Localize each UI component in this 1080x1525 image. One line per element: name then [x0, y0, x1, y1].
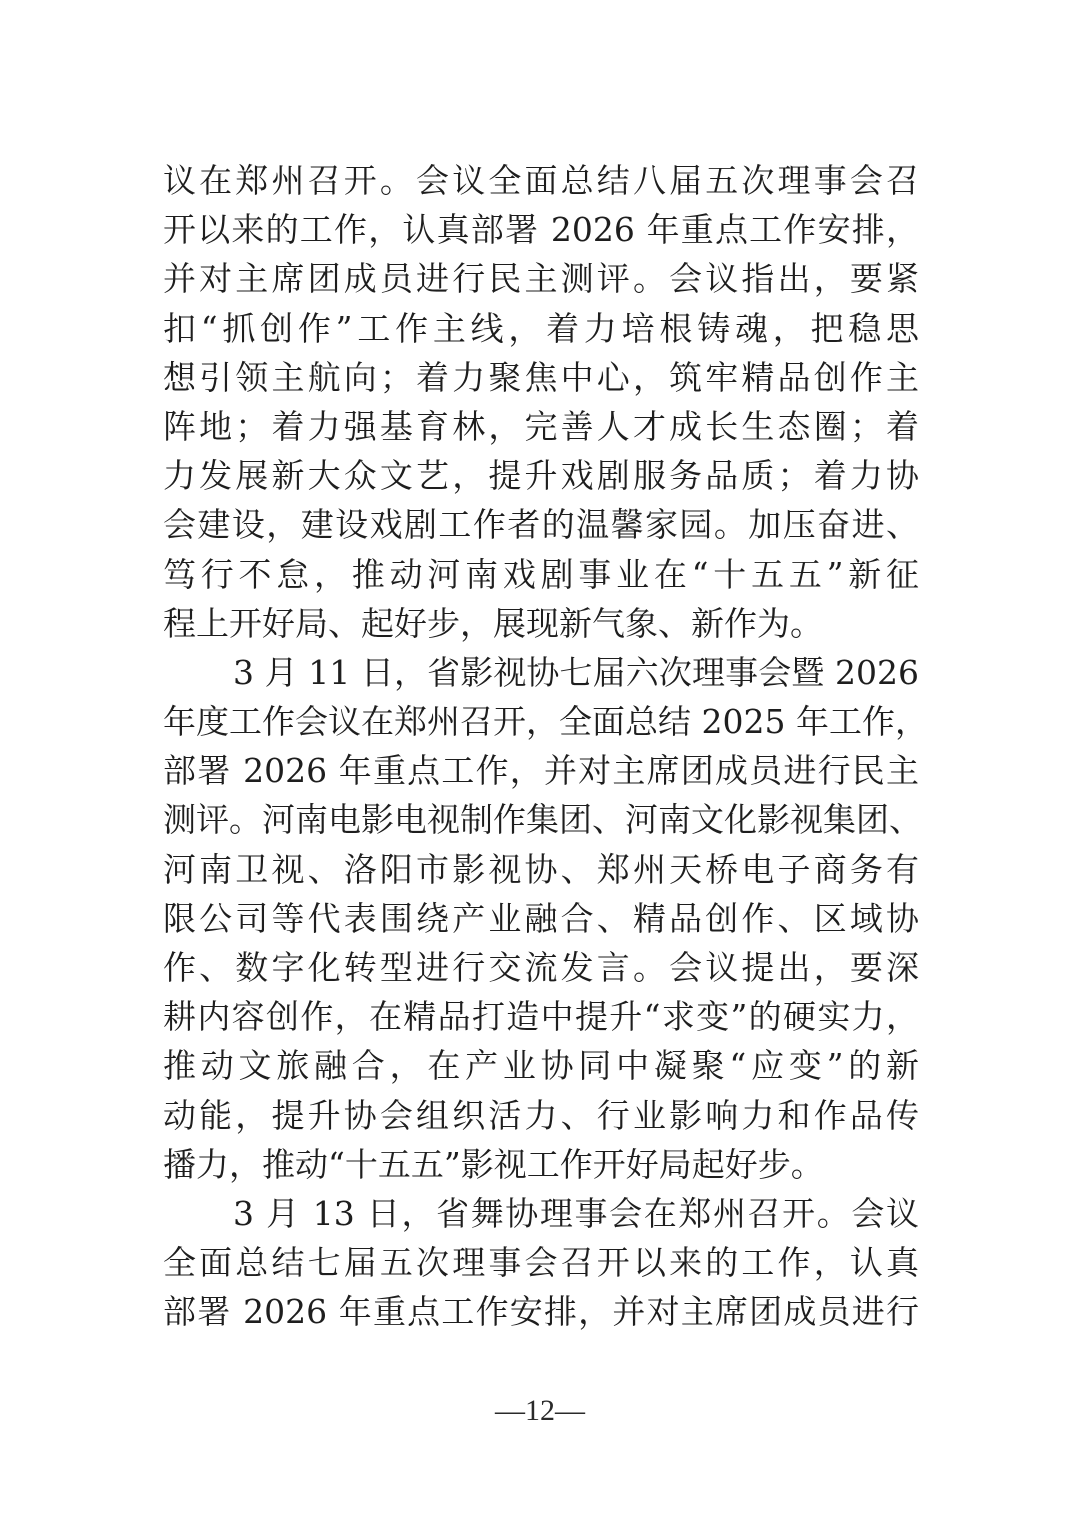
text-line: 部署 2026 年重点工作，并对主席团成员进行民主 — [163, 751, 919, 791]
text-line: 限公司等代表围绕产业融合、精品创作、区域协 — [163, 898, 919, 938]
text-line: 力发展新大众文艺，提升戏剧服务品质；着力协 — [163, 456, 919, 496]
text-line: 播力，推动“十五五”影视工作开好局起好步。 — [163, 1144, 824, 1184]
text-line: 3 月 11 日，省影视协七届六次理事会暨 2026 — [233, 652, 919, 692]
text-line: 并对主席团成员进行民主测评。会议指出，要紧 — [163, 259, 919, 299]
text-line: 测评。河南电影电视制作集团、河南文化影视集团、 — [163, 800, 922, 840]
text-line: 会建设，建设戏剧工作者的温馨家园。加压奋进、 — [163, 505, 919, 545]
text-line: 笃行不怠，推动河南戏剧事业在“十五五”新征 — [163, 554, 919, 594]
body-text — [163, 156, 928, 1337]
page-number: —12— — [495, 1394, 585, 1427]
text-line: 年度工作会议在郑州召开，全面总结 2025 年工作， — [163, 702, 928, 742]
text-line: 动能，提升协会组织活力、行业影响力和作品传 — [163, 1095, 919, 1135]
text-line: 议在郑州召开。会议全面总结八届五次理事会召 — [163, 161, 919, 200]
paragraph-drama-association — [163, 156, 919, 648]
text-line: 开以来的工作，认真部署 2026 年重点工作安排， — [163, 210, 919, 250]
text-line: 全面总结七届五次理事会召开以来的工作，认真 — [163, 1243, 919, 1283]
paragraph-film-tv-association — [163, 648, 928, 1189]
text-line: 想引领主航向；着力聚焦中心，筑牢精品创作主 — [163, 357, 919, 397]
text-line: 程上开好局、起好步，展现新气象、新作为。 — [163, 603, 823, 643]
text-line: 3 月 13 日，省舞协理事会在郑州召开。会议 — [233, 1193, 919, 1233]
text-line: 耕内容创作，在精品打造中提升“求变”的硬实力， — [163, 997, 919, 1037]
text-line: 推动文旅融合，在产业协同中凝聚“应变”的新 — [163, 1046, 919, 1086]
text-line: 部署 2026 年重点工作安排，并对主席团成员进行 — [163, 1292, 919, 1332]
text-line: 阵地；着力强基育林，完善人才成长生态圈；着 — [163, 406, 919, 446]
text-line: 作、数字化转型进行交流发言。会议提出，要深 — [163, 948, 919, 987]
paragraph-dance-association — [163, 1189, 919, 1337]
text-line: 河南卫视、洛阳市影视协、郑州天桥电子商务有 — [163, 849, 919, 889]
text-line: 扣“抓创作”工作主线，着力培根铸魂，把稳思 — [163, 308, 919, 348]
